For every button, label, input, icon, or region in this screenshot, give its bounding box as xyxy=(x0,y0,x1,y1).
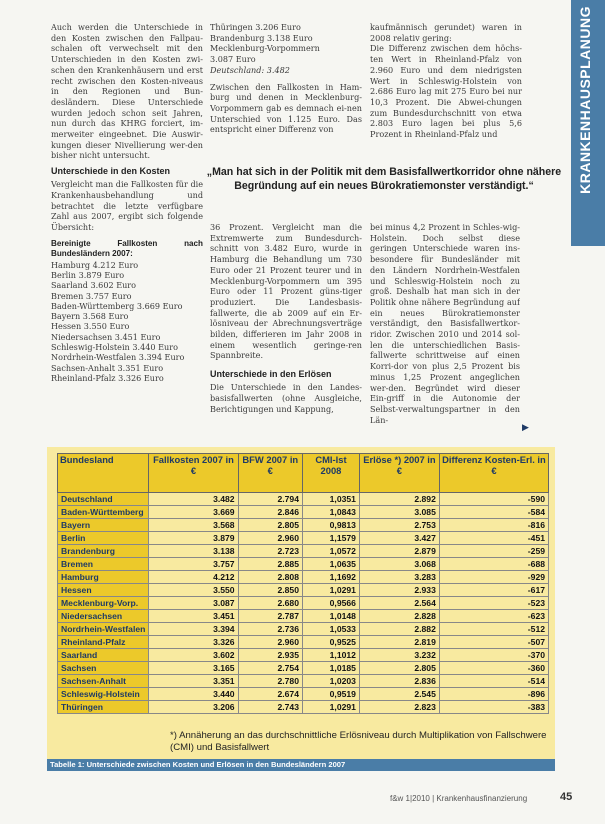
paragraph: kaufmännisch gerundet) waren in 2008 relativ gering: xyxy=(370,22,522,43)
paragraph: 36 Prozent. Vergleicht man die Extremwerte zum Bundesdurch-schnitt von 3.482 Euro, wurde in Hamburg die Behandlung um 730 Euro oder 21 Prozent teurer und in Mecklenburg-Vorpommern um 395 Euro oder 11 Prozent güns-tiger produziert. Die Landesbasis-fallwerte, die ab 2009 auf ein Er-lösniveau der Abrechnungsverträge bilden, differieren im Jahr 2008 in einem wesentlich geringe-ren Spannbreite. xyxy=(210,222,362,361)
table-row xyxy=(58,571,549,584)
text-column-2-top xyxy=(210,22,362,152)
value-cell: 3.087 xyxy=(149,597,238,610)
value-cell: -929 xyxy=(439,571,548,584)
value-cell: -590 xyxy=(439,493,548,506)
value-cell: 2.823 xyxy=(359,701,439,714)
pull-quote: „Man hat sich in der Politik mit dem Basisfallwertkorridor ohne nähere Begründung auf ein neues Bürokratiemonster verständigt.“ xyxy=(206,166,562,192)
table-row xyxy=(58,506,549,519)
table-body xyxy=(58,493,549,714)
list-item: Niedersachsen 3.451 Euro xyxy=(51,331,161,342)
text-column-1 xyxy=(51,22,203,427)
value-cell: 3.165 xyxy=(149,662,238,675)
column-header: Bundesland xyxy=(58,454,149,493)
value-cell: -360 xyxy=(439,662,548,675)
state-name-cell: Brandenburg xyxy=(58,545,149,558)
value-cell: 3.232 xyxy=(359,649,439,662)
value-cell: -507 xyxy=(439,636,548,649)
state-name-cell: Rheinland-Pfalz xyxy=(58,636,149,649)
value-cell: 2.933 xyxy=(359,584,439,597)
value-cell: 3.757 xyxy=(149,558,238,571)
value-cell: 2.960 xyxy=(238,532,302,545)
column-header: CMI-Ist 2008 xyxy=(302,454,359,493)
value-cell: 3.440 xyxy=(149,688,238,701)
table-row xyxy=(58,701,549,714)
value-cell: 2.787 xyxy=(238,610,302,623)
text-column-3-bottom xyxy=(370,222,520,434)
state-name-cell: Berlin xyxy=(58,532,149,545)
value-cell: 3.879 xyxy=(149,532,238,545)
table-caption: Tabelle 1: Unterschiede zwischen Kosten und Erlösen in den Bundesländern 2007 xyxy=(47,759,555,771)
list-item: Thüringen 3.206 Euro xyxy=(210,22,301,32)
list-item: Bremen 3.757 Euro xyxy=(51,290,132,301)
value-cell: 0,9813 xyxy=(302,519,359,532)
table-row xyxy=(58,610,549,623)
value-cell: 3.568 xyxy=(149,519,238,532)
value-cell: 1,0291 xyxy=(302,584,359,597)
value-cell: 2.846 xyxy=(238,506,302,519)
value-cell: 3.351 xyxy=(149,675,238,688)
value-cell: 1,0203 xyxy=(302,675,359,688)
value-cell: 3.669 xyxy=(149,506,238,519)
value-cell: 0,9525 xyxy=(302,636,359,649)
state-name-cell: Schleswig-Holstein xyxy=(58,688,149,701)
list-item: Mecklenburg-Vorpommern xyxy=(210,43,320,54)
list-item: 3.087 Euro xyxy=(210,54,256,65)
table-header-row xyxy=(58,454,549,493)
value-cell: 2.680 xyxy=(238,597,302,610)
table-row xyxy=(58,532,549,545)
value-cell: 1,0351 xyxy=(302,493,359,506)
value-cell: 2.545 xyxy=(359,688,439,701)
value-cell: 2.819 xyxy=(359,636,439,649)
value-cell: 3.206 xyxy=(149,701,238,714)
cost-list-continued xyxy=(210,22,362,65)
value-cell: 2.960 xyxy=(238,636,302,649)
column-header: BFW 2007 in € xyxy=(238,454,302,493)
state-name-cell: Hamburg xyxy=(58,571,149,584)
list-item: Hessen 3.550 Euro xyxy=(51,321,130,332)
state-name-cell: Bremen xyxy=(58,558,149,571)
value-cell: 3.602 xyxy=(149,649,238,662)
paragraph: Die Differenz zwischen dem höchs-ten Wert in Rheinland-Pfalz von 2.960 Euro und dem niedrigsten Wert in Schleswig-Holstein von 2.686 Euro lag mit 275 Euro bei nur 10,3 Prozent. Die Abwei-chungen zum Bundesdurchschnitt von etwa 2.803 Euro lagen bei plus 5,6 Prozent in Rheinland-Pfalz und xyxy=(370,43,522,140)
value-cell: 3.394 xyxy=(149,623,238,636)
value-cell: 1,0635 xyxy=(302,558,359,571)
section-side-tab xyxy=(571,0,605,246)
value-cell: 0,9519 xyxy=(302,688,359,701)
value-cell: 0,9566 xyxy=(302,597,359,610)
state-name-cell: Hessen xyxy=(58,584,149,597)
value-cell: 1,1012 xyxy=(302,649,359,662)
state-name-cell: Thüringen xyxy=(58,701,149,714)
table-row xyxy=(58,688,549,701)
value-cell: 1,0572 xyxy=(302,545,359,558)
value-cell: -514 xyxy=(439,675,548,688)
state-name-cell: Saarland xyxy=(58,649,149,662)
table-row xyxy=(58,493,549,506)
paragraph: Zwischen den Fallkosten in Ham-burg und denen in Mecklenburg-Vorpommern gab es demnach ei-nen Unterschied von 1.125 Euro. Das entspricht einer Differenz von xyxy=(210,81,362,135)
list-item: Berlin 3.879 Euro xyxy=(51,269,125,280)
value-cell: 2.564 xyxy=(359,597,439,610)
value-cell: 1,0291 xyxy=(302,701,359,714)
value-cell: 3.427 xyxy=(359,532,439,545)
continue-arrow-icon: ▶ xyxy=(522,423,529,433)
value-cell: 1,0533 xyxy=(302,623,359,636)
value-cell: 2.808 xyxy=(238,571,302,584)
list-item: Baden-Württemberg 3.669 Euro xyxy=(51,300,183,311)
table-row xyxy=(58,649,549,662)
text-column-2-bottom xyxy=(210,222,362,434)
value-cell: 4.212 xyxy=(149,571,238,584)
value-cell: 2.879 xyxy=(359,545,439,558)
value-cell: 3.482 xyxy=(149,493,238,506)
value-cell: 3.138 xyxy=(149,545,238,558)
value-cell: -383 xyxy=(439,701,548,714)
value-cell: 2.753 xyxy=(359,519,439,532)
section-label: KRANKENHAUSPLANUNG xyxy=(577,6,593,194)
value-cell: 2.780 xyxy=(238,675,302,688)
page-footer: f&w 1|2010 | Krankenhausfinanzierung xyxy=(390,794,528,803)
column-header: Erlöse *) 2007 in € xyxy=(359,454,439,493)
value-cell: 1,0148 xyxy=(302,610,359,623)
value-cell: -617 xyxy=(439,584,548,597)
value-cell: -451 xyxy=(439,532,548,545)
germany-average: Deutschland: 3.482 xyxy=(210,64,290,75)
value-cell: 2.805 xyxy=(238,519,302,532)
column-header: Fallkosten 2007 in € xyxy=(149,454,238,493)
list-title: Bereinigte Fallkosten nach Bundesländern 2007: xyxy=(51,238,203,259)
table-row xyxy=(58,597,549,610)
paragraph: bei minus 4,2 Prozent in Schles-wig-Holstein. Doch selbst diese geringen Unterschiede waren ins-besondere für Bundesländer mit den Ländern Nordrhein-Westfalen und Schleswig-Holstein noch zu groß. Deshalb hat man sich in der Politik ohne nähere Begründung auf ein neues Bürokratiemonster verständigt, den Basisfallwertkor-ridor. Zwischen 2010 und 2014 sol-len die unterschiedlichen Basis-fallwerte schrittweise auf einen Korri-dor von plus 2,5 Prozent bis minus 1,25 Prozent angeglichen wer-den. Begründet wird dieser Ein-griff in die Autonomie der Selbst-verwaltungspartner in den Län- xyxy=(370,222,520,425)
value-cell: 1,0843 xyxy=(302,506,359,519)
value-cell: 2.736 xyxy=(238,623,302,636)
value-cell: 1,0185 xyxy=(302,662,359,675)
list-item: Brandenburg 3.138 Euro xyxy=(210,32,313,43)
table-footnote: *) Annäherung an das durchschnittliche Erlösniveau durch Multiplikation von Fallschwere (CMI) und Basisfallwert xyxy=(170,730,547,753)
value-cell: -688 xyxy=(439,558,548,571)
subheading: Unterschiede in den Erlösen xyxy=(210,369,332,380)
value-cell: -523 xyxy=(439,597,548,610)
value-cell: -370 xyxy=(439,649,548,662)
value-cell: 2.743 xyxy=(238,701,302,714)
paragraph: Die Unterschiede in den Landes-basisfallwerten (ohne Ausgleiche, Berichtigungen und Kappung, xyxy=(210,382,362,414)
value-cell: 2.850 xyxy=(238,584,302,597)
value-cell: 3.283 xyxy=(359,571,439,584)
value-cell: 2.828 xyxy=(359,610,439,623)
list-item: Bayern 3.568 Euro xyxy=(51,311,129,322)
value-cell: 2.885 xyxy=(238,558,302,571)
state-name-cell: Niedersachsen xyxy=(58,610,149,623)
value-cell: 2.935 xyxy=(238,649,302,662)
value-cell: -623 xyxy=(439,610,548,623)
value-cell: -584 xyxy=(439,506,548,519)
value-cell: -259 xyxy=(439,545,548,558)
text-column-3-top xyxy=(370,22,522,154)
table-row xyxy=(58,623,549,636)
state-name-cell: Mecklenburg-Vorp. xyxy=(58,597,149,610)
column-header: Differenz Kosten-Erl. in € xyxy=(439,454,548,493)
list-item: Hamburg 4.212 Euro xyxy=(51,259,139,270)
paragraph: Vergleicht man die Fallkosten für die Krankenhausbehandlung und betrachtet die letzte verfügbare Zahl aus 2007, ergibt sich folgende Übersicht: xyxy=(51,179,203,232)
value-cell: 3.068 xyxy=(359,558,439,571)
value-cell: 1,1579 xyxy=(302,532,359,545)
value-cell: 3.085 xyxy=(359,506,439,519)
list-item: Rheinland-Pfalz 3.326 Euro xyxy=(51,372,164,383)
list-item: Saarland 3.602 Euro xyxy=(51,280,137,291)
table-row xyxy=(58,675,549,688)
value-cell: 2.794 xyxy=(238,493,302,506)
state-name-cell: Deutschland xyxy=(58,493,149,506)
value-cell: 2.805 xyxy=(359,662,439,675)
table-row xyxy=(58,636,549,649)
state-name-cell: Sachsen xyxy=(58,662,149,675)
value-cell: -816 xyxy=(439,519,548,532)
table-row xyxy=(58,584,549,597)
value-cell: 1,1692 xyxy=(302,571,359,584)
cost-list xyxy=(51,260,203,384)
cost-revenue-table xyxy=(57,453,549,714)
state-name-cell: Sachsen-Anhalt xyxy=(58,675,149,688)
value-cell: -896 xyxy=(439,688,548,701)
value-cell: 2.892 xyxy=(359,493,439,506)
value-cell: 3.326 xyxy=(149,636,238,649)
value-cell: 2.674 xyxy=(238,688,302,701)
value-cell: 3.451 xyxy=(149,610,238,623)
table-row xyxy=(58,662,549,675)
state-name-cell: Nordrhein-Westfalen xyxy=(58,623,149,636)
value-cell: 2.836 xyxy=(359,675,439,688)
list-item: Schleswig-Holstein 3.440 Euro xyxy=(51,342,178,353)
state-name-cell: Bayern xyxy=(58,519,149,532)
list-item: Nordrhein-Westfalen 3.394 Euro xyxy=(51,352,185,363)
value-cell: 2.882 xyxy=(359,623,439,636)
table-row xyxy=(58,558,549,571)
value-cell: 2.723 xyxy=(238,545,302,558)
state-name-cell: Baden-Württemberg xyxy=(58,506,149,519)
value-cell: 2.754 xyxy=(238,662,302,675)
table-row xyxy=(58,519,549,532)
value-cell: 3.550 xyxy=(149,584,238,597)
paragraph: Auch werden die Unterschiede in den Kosten zwischen den Fallpau-schalen oft verwechselt mit den Unterschieden in den Kosten zwi-schen den Krankenhäusern und erst recht zwischen den Kosten-niveaus in den Regionen und Bun-desländern. Diese Unterschiede wurden jedoch schon seit Jahren, nun durch das KHRG forciert, im-merweiter eingeebnet. Die Auswir-kungen dieser Nivellierung wer-den bisher nicht untersucht. xyxy=(51,22,203,161)
value-cell: -512 xyxy=(439,623,548,636)
page-number: 45 xyxy=(560,791,573,803)
subheading: Unterschiede in den Kosten xyxy=(51,166,171,177)
table-row xyxy=(58,545,549,558)
list-item: Sachsen-Anhalt 3.351 Euro xyxy=(51,362,164,373)
